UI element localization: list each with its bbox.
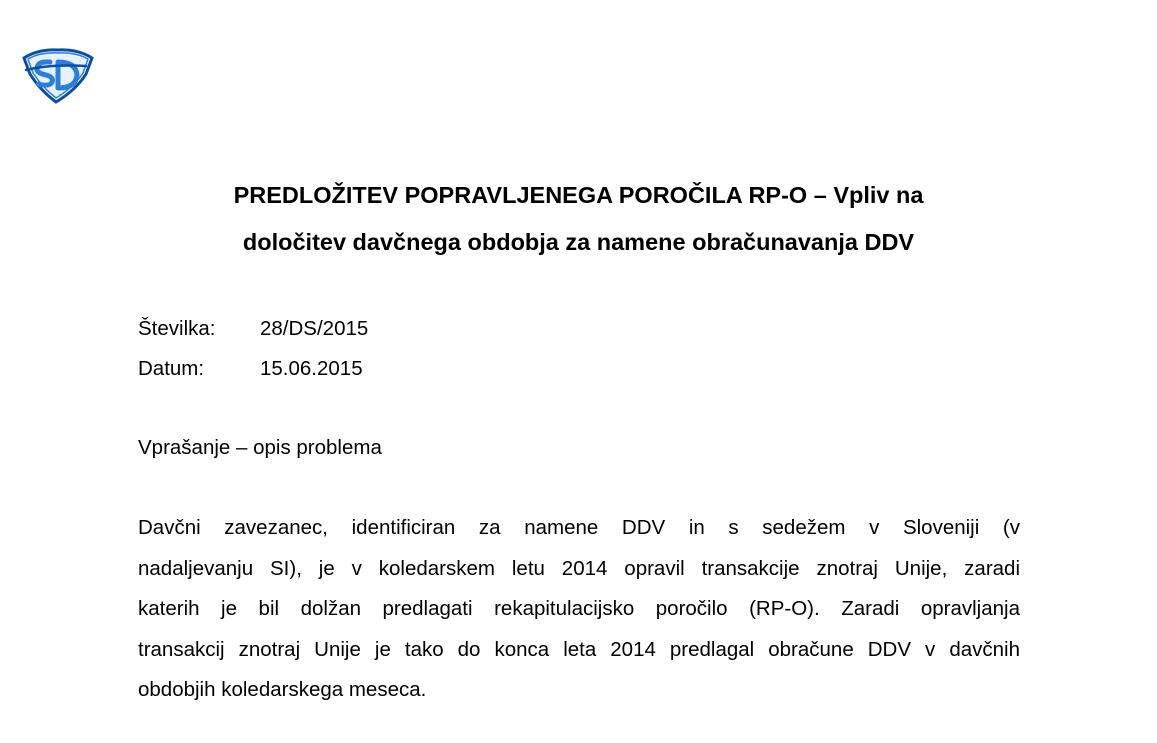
paragraph-line: Davčni zavezanec, identificiran za namene DDV in s sedežem v Sloveniji (v (138, 516, 1020, 539)
body-paragraph (138, 508, 1020, 711)
meta-value-date: 15.06.2015 (260, 357, 363, 380)
document-title (120, 172, 1037, 266)
paragraph-line: nadaljevanju SI), je v koledarskem letu 2014 opravil transakcije znotraj Unije, zaradi (138, 556, 1020, 580)
meta-label-number: Številka: (138, 317, 216, 340)
paragraph-line: katerih je bil dolžan predlagati rekapitulacijsko poročilo (RP-O). Zaradi opravljanja (138, 597, 1020, 620)
meta-row-number (138, 309, 368, 349)
paragraph-line: obdobjih koledarskega meseca. (138, 678, 427, 701)
document-meta (138, 309, 368, 389)
meta-value-number: 28/DS/2015 (260, 317, 369, 340)
document-title-line-2: določitev davčnega obdobja za namene obračunavanja DDV (242, 229, 915, 255)
logo-icon (20, 46, 96, 104)
meta-row-date (138, 349, 368, 389)
document-title-line-1: PREDLOŽITEV POPRAVLJENEGA POROČILA RP-O – Vpliv na (233, 182, 924, 208)
section-heading: Vprašanje – opis problema (138, 436, 382, 459)
paragraph-line: transakcij znotraj Unije je tako do konca leta 2014 predlagal obračune DDV v davčnih (138, 637, 1020, 661)
meta-label-date: Datum: (138, 357, 205, 380)
